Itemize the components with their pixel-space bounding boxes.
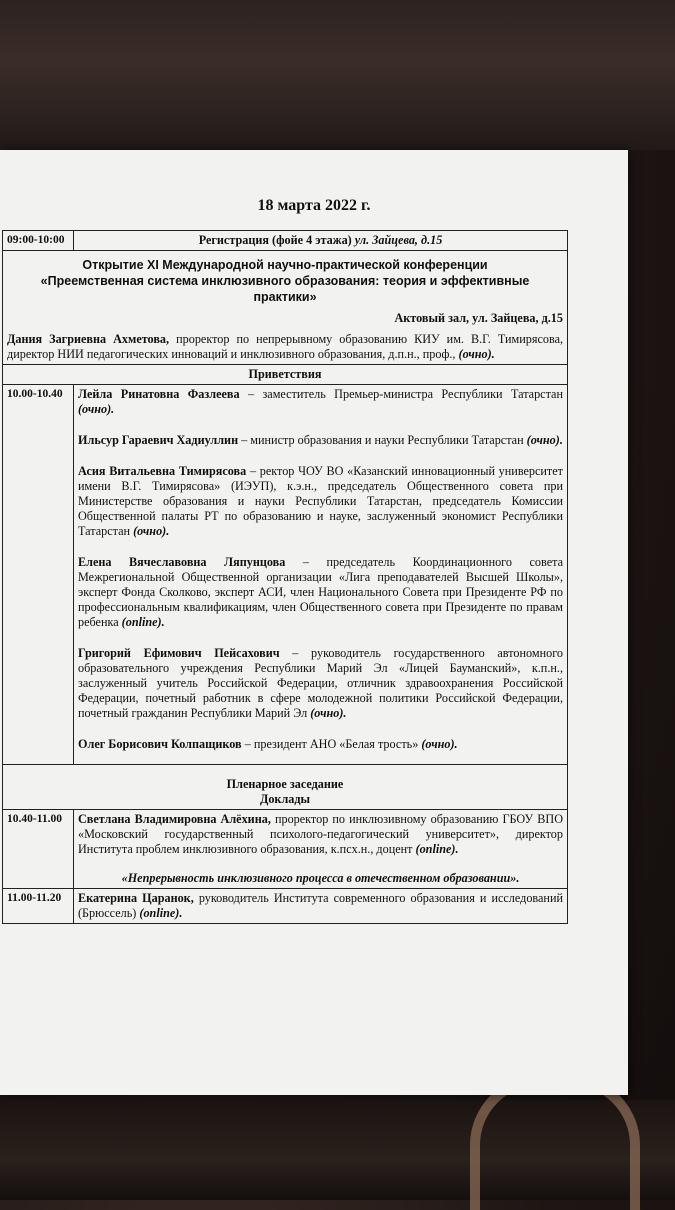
speaker-entry [78,387,563,417]
talk-time: 10.40-11.00 [3,810,74,889]
talk-speaker [78,812,563,857]
talk-time: 11.00-11.20 [3,889,74,924]
talk-speaker-name: Светлана Владимировна Алёхина, [78,812,271,826]
talk-speaker-mode: (online). [139,906,183,920]
speaker-name: Елена Вячеславовна Ляпунцова [78,555,286,569]
speaker-entry [78,646,563,721]
talk-cell [74,810,568,889]
greetings-row [3,385,568,765]
opening-row [3,251,568,365]
opening-title-line2: «Преемственная система инклюзивного образования: теория и эффективные практики» [40,274,530,304]
registration-cell [74,231,568,251]
speaker-desc: – президент АНО «Белая трость» [241,737,422,751]
talk-speaker-mode: (online). [415,842,459,856]
speaker-entry [78,464,563,539]
moderator-mode: (очно). [458,347,495,361]
plenary-header [3,765,568,810]
plenary-title: Пленарное заседание [226,777,344,791]
talk-title: «Непрерывность инклюзивного процесса в отечественном образовании». [121,871,520,885]
opening-cell [3,251,568,365]
speaker-mode: (очно). [78,402,115,416]
talk-cell [74,889,568,924]
speaker-desc: – руководитель государственного автономного образовательного учреждения Республики Марий Эл «Лицей Бауманский», к.п.н., заслуженный учитель Российской Федерации, отличник здравоохранения Российской Федерации, почетный работник в сфере молодежной политики Российской Федерации, почетный гражданин Республики Марий Эл [78,646,563,720]
registration-place: ул. Зайцева, д.15 [354,233,443,247]
speaker-desc: – заместитель Премьер-министра Республики Татарстан [239,387,563,401]
moderator-desc: проректор по непрерывному образованию КИУ им. В.Г. Тимирясова, директор НИИ педагогических инноваций и инклюзивного образования, д.п.н., проф., [7,332,564,361]
program-sheet [0,150,628,1095]
speaker-mode: (online). [121,615,165,629]
speaker-desc: – председатель Координационного совета Межрегиональной Общественной организации «Лига преподавателей Высшей Школы», эксперт Фонда Сколково, эксперт АСИ, член Национального Совета при Президенте РФ по профессиональным квалификациям, член Общественного совета при Президенте по правам ребенка [78,555,563,629]
speaker-mode: (очно). [133,524,170,538]
greetings-header-row [3,365,568,385]
talk-speaker-desc: руководитель Института современного образования и исследований (Брюссель) [78,891,563,920]
speaker-name: Олег Борисович Колпащиков [78,737,242,751]
talk-row [3,889,568,924]
speaker-desc: – министр образования и науки Республики Татарстан [238,433,527,447]
opening-title [7,253,563,311]
speaker-mode: (очно). [526,433,563,447]
plenary-header-row [3,765,568,810]
plenary-subtitle: Доклады [259,792,311,806]
greetings-time: 10.00-10.40 [3,385,74,765]
talk-speaker-name: Екатерина Царанок, [78,891,194,905]
speaker-desc: – ректор ЧОУ ВО «Казанский инновационный университет имени В.Г. Тимирясова» (ИЭУП), к.э.н., председатель Общественного совета при Министерстве образования и науки Республики Татарстан, председатель Комиссии Общественной палаты РТ по образованию и науке, заслуженный экономист Республики Татарстан [78,464,563,538]
greetings-speakers [74,385,568,765]
moderator-text [7,332,563,362]
speaker-entry [78,737,563,752]
talk-row [3,810,568,889]
greetings-header: Приветствия [3,365,568,385]
speaker-mode: (очно). [310,706,347,720]
moderator-name: Дания Загриевна Ахметова, [7,332,170,346]
schedule-table [2,230,568,924]
registration-row [3,231,568,251]
registration-time: 09:00-10:00 [3,231,74,251]
speaker-name: Ильсур Гараевич Хадиуллин [78,433,239,447]
speaker-name: Лейла Ринатовна Фазлеева [78,387,240,401]
speaker-mode: (очно). [421,737,458,751]
opening-venue: Актовый зал, ул. Зайцева, д.15 [394,311,563,325]
program-date: 18 марта 2022 г. [257,197,371,214]
bag-strap-ring [470,1075,640,1210]
speaker-entry [78,555,563,630]
bag-background-top [0,0,675,150]
talk-speaker-desc: проректор по инклюзивному образованию ГБОУ ВПО «Московский государственный психолого-педагогический университет», директор Института проблем инклюзивного образования, к.пcх.н., доцент [78,812,564,856]
opening-title-line1: Открытие XI Международной научно-практической конференции [82,258,488,272]
speaker-entry [78,433,563,448]
speaker-name: Асия Витальевна Тимирясова [78,464,247,478]
speaker-name: Григорий Ефимович Пейсахович [78,646,280,660]
registration-title: Регистрация (фойе 4 этажа) [198,233,352,247]
talk-speaker [78,891,563,921]
